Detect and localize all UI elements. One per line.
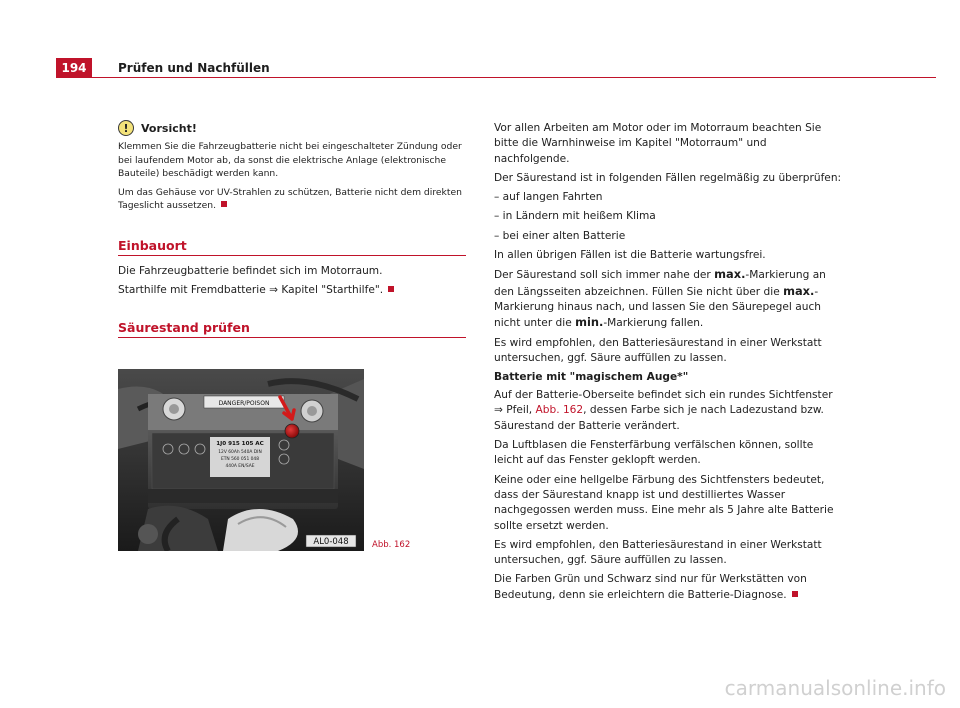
paragraph-7: Da Luftblasen die Fensterfärbung verfälschen können, sollte leicht auf das Fenster geklopft werden. xyxy=(494,439,814,467)
battery-photo xyxy=(118,369,364,551)
paragraph-8: Keine oder eine hellgelbe Färbung des Sichtfensters bedeutet, dass der Säurestand knapp ist und destilliertes Wasser nachgegossen werden muss. Eine mehr als 5 Jahre alte Batterie sollte ersetzt werden. xyxy=(494,473,834,532)
figure-caption: Abb. 162 xyxy=(372,540,411,550)
spec-label-2: ETN 560 051 048 xyxy=(220,457,260,462)
paragraph-1: Vor allen Arbeiten am Motor oder im Motorraum beachten Sie bitte die Warnhinweise im Kapitel "Motorraum" und nachfolgende. xyxy=(494,122,822,165)
paragraph-3: In allen übrigen Fällen ist die Batterie wartungsfrei. xyxy=(494,249,766,262)
end-mark-icon xyxy=(388,286,394,292)
subsection-title: Batterie mit "magischem Auge*" xyxy=(494,371,689,384)
list-item: – bei einer alten Batterie xyxy=(494,229,842,244)
section-title-saeurestand: Säurestand prüfen xyxy=(118,320,466,338)
spec-label-3: 440A EN/SAE xyxy=(225,464,255,469)
page-number: 194 xyxy=(56,58,92,78)
min-marking: min. xyxy=(575,315,604,330)
image-code: AL0-048 xyxy=(313,537,349,547)
header-rule xyxy=(92,77,936,78)
einbauort-text-1: Die Fahrzeugbatterie befindet sich im Motorraum. xyxy=(118,264,383,277)
caution-header xyxy=(118,118,466,138)
max-marking: max. xyxy=(783,283,815,298)
chapter-title: Prüfen und Nachfüllen xyxy=(118,61,270,75)
watermark: carmanualsonline.info xyxy=(724,676,946,700)
danger-label: DANGER/POISON xyxy=(218,400,270,407)
figure-reference-link[interactable]: Abb. 162 xyxy=(535,404,584,417)
left-column xyxy=(118,118,466,338)
paragraph-6: Auf der Batterie-Oberseite befindet sich ein rundes Sichtfenster ⇒ Pfeil, Abb. 162, dessen Farbe sich je nach Ladezustand bzw. Säurestand der Batterie verändert. xyxy=(494,389,833,432)
exclamation-icon: ! xyxy=(118,120,134,136)
page-header xyxy=(56,58,936,78)
caution-title: Vorsicht! xyxy=(141,121,197,135)
battery-figure xyxy=(118,369,364,551)
paragraph-5: Es wird empfohlen, den Batteriesäurestand in einer Werkstatt untersuchen, ggf. Säure auffüllen zu lassen. xyxy=(494,336,822,364)
section-title-einbauort: Einbauort xyxy=(118,238,466,256)
list-item: – in Ländern mit heißem Klima xyxy=(494,209,842,224)
paragraph-10: Die Farben Grün und Schwarz sind nur für Werkstätten von Bedeutung, denn sie erleichtern die Batterie-Diagnose. xyxy=(494,573,807,601)
right-column xyxy=(494,121,842,607)
spec-label-1: 12V 60Ah 540A DIN xyxy=(218,450,262,455)
max-marking: max. xyxy=(714,267,746,282)
caution-text-1: Klemmen Sie die Fahrzeugbatterie nicht bei eingeschalteter Zündung oder bei laufendem Motor ab, da sonst die elektrische Anlage (elektronische Bauteile) beschädigt werden kann. xyxy=(118,141,462,179)
end-mark-icon xyxy=(792,591,798,597)
end-mark-icon xyxy=(221,201,227,207)
list-item: – auf langen Fahrten xyxy=(494,190,842,205)
sight-glass-eye xyxy=(285,424,299,438)
part-number-label: 1J0 915 105 AC xyxy=(216,441,264,447)
caution-text-2: Um das Gehäuse vor UV-Strahlen zu schützen, Batterie nicht dem direkten Tageslicht aussetzen. xyxy=(118,186,462,211)
paragraph-2: Der Säurestand ist in folgenden Fällen regelmäßig zu überprüfen: xyxy=(494,171,842,184)
einbauort-text-2: Starthilfe mit Fremdbatterie ⇒ Kapitel "Starthilfe". xyxy=(118,283,466,298)
paragraph-9: Es wird empfohlen, den Batteriesäurestand in einer Werkstatt untersuchen, ggf. Säure auffüllen zu lassen. xyxy=(494,538,822,567)
paragraph-4: Der Säurestand soll sich immer nahe der max.-Markierung an den Längsseiten abzeichnen. Füllen Sie nicht über die max.-Markierung hinaus nach, und lassen Sie den Säurepegel auch nicht unter die min.-Markierung fallen. xyxy=(494,267,826,330)
